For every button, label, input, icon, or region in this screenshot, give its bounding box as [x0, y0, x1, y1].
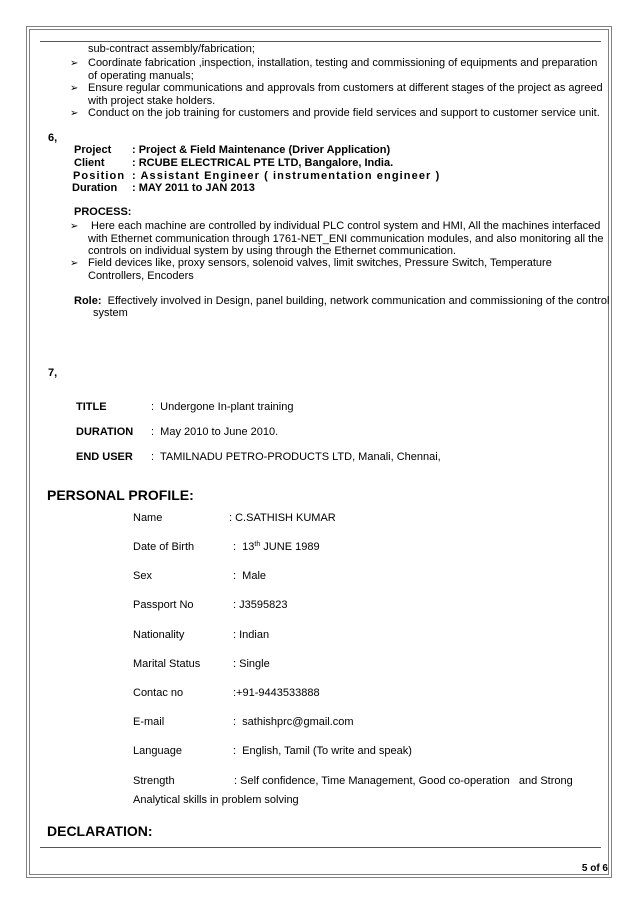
process-bullet-1-line3: controls on individual system by using through the Ethernet communication.: [88, 245, 457, 257]
profile-value-passport: : J3595823: [233, 599, 288, 611]
role-line2: system: [93, 307, 128, 319]
process-bullet-1-line1: Here each machine are controlled by individual PLC control system and HMI, All the machines interfaced: [88, 220, 601, 232]
role-line1: [74, 295, 609, 308]
project-7-value-end-user: : TAMILNADU PETRO-PRODUCTS LTD, Manali, Chennai,: [151, 451, 441, 463]
intro-bullet-1-line1: Coordinate fabrication ,inspection, installation, testing and commissioning of equipments and preparation: [88, 57, 598, 69]
project-6-label-project: Project: [74, 144, 112, 156]
declaration-heading: DECLARATION:: [47, 823, 153, 839]
project-6-label-client: Client: [74, 157, 105, 169]
personal-profile-heading: PERSONAL PROFILE:: [47, 487, 194, 503]
process-heading: PROCESS:: [74, 206, 132, 218]
project-6-value-position: : Assistant Engineer ( instrumentation engineer ): [132, 170, 441, 182]
profile-value-nationality: : Indian: [233, 629, 270, 641]
profile-value-language: : English, Tamil (To write and speak): [233, 745, 412, 757]
profile-label-language: Language: [133, 745, 182, 757]
profile-label-email: E-mail: [133, 716, 165, 728]
bullet-arrow-icon: ➢: [70, 58, 79, 69]
project-6-label-position: Position: [73, 170, 126, 182]
profile-value-strength: : Self confidence, Time Management, Good co-operation and Strong: [234, 775, 573, 787]
intro-bullet-2-line2: with project stake holders.: [88, 95, 216, 107]
process-bullet-1-line2: with Ethernet communication through 1761-NET_ENI communication modules, and also monitoring all the: [88, 233, 604, 245]
profile-strength-continued: Analytical skills in problem solving: [133, 794, 299, 806]
project-7-number: 7,: [48, 367, 58, 379]
process-bullet-2-line2: Controllers, Encoders: [88, 270, 194, 282]
profile-label-name: Name: [133, 512, 163, 524]
project-7-value-title: : Undergone In-plant training: [151, 401, 294, 413]
project-7-label-duration: DURATION: [76, 426, 134, 438]
project-7-value-duration: : May 2010 to June 2010.: [151, 426, 279, 438]
profile-label-strength: Strength: [133, 775, 175, 787]
profile-value-email: : sathishprc@gmail.com: [233, 716, 354, 728]
project-6-value-project: : Project & Field Maintenance (Driver Application): [132, 144, 391, 156]
footer-rule: [40, 847, 601, 848]
intro-bullet-3-line1: Conduct on the job training for customers and provide field services and support to customer service unit.: [88, 107, 600, 119]
profile-label-nationality: Nationality: [133, 629, 185, 641]
project-6-number: 6,: [48, 132, 58, 144]
profile-label-dob: Date of Birth: [133, 541, 195, 553]
profile-value-name: : C.SATHISH KUMAR: [229, 512, 336, 524]
bullet-arrow-icon: ➢: [70, 83, 79, 94]
project-6-value-client: : RCUBE ELECTRICAL PTE LTD, Bangalore, India.: [132, 157, 394, 169]
profile-value-sex: : Male: [233, 570, 267, 582]
project-7-label-end-user: END USER: [76, 451, 133, 463]
intro-bullet-2-line1: Ensure regular communications and approvals from customers at different stages of the project as agreed: [88, 82, 603, 94]
profile-value-marital: : Single: [233, 658, 270, 670]
profile-label-sex: Sex: [133, 570, 152, 582]
profile-label-marital: Marital Status: [133, 658, 201, 670]
bullet-arrow-icon: ➢: [70, 221, 79, 232]
role-label: Role:: [74, 295, 102, 307]
profile-label-contact: Contac no: [133, 687, 184, 699]
project-6-label-duration: Duration: [72, 182, 118, 194]
profile-label-passport: Passport No: [133, 599, 194, 611]
process-bullet-2-line1: Field devices like, proxy sensors, solenoid valves, limit switches, Pressure Switch, Temperature: [88, 257, 552, 269]
role-text: Effectively involved in Design, panel building, network communication and commissioning of the control: [101, 295, 610, 307]
bullet-arrow-icon: ➢: [70, 258, 79, 269]
project-7-label-title: TITLE: [76, 401, 107, 413]
top-rule: [40, 41, 601, 42]
profile-value-contact: :+91-9443533888: [233, 687, 320, 699]
intro-line: sub-contract assembly/fabrication;: [88, 43, 255, 55]
project-6-value-duration: : MAY 2011 to JAN 2013: [132, 182, 255, 194]
bullet-arrow-icon: ➢: [70, 108, 79, 119]
page-number: 5 of 6: [581, 863, 608, 874]
intro-bullet-1-line2: of operating manuals;: [88, 70, 194, 82]
profile-value-dob: : 13th JUNE 1989: [233, 541, 320, 553]
